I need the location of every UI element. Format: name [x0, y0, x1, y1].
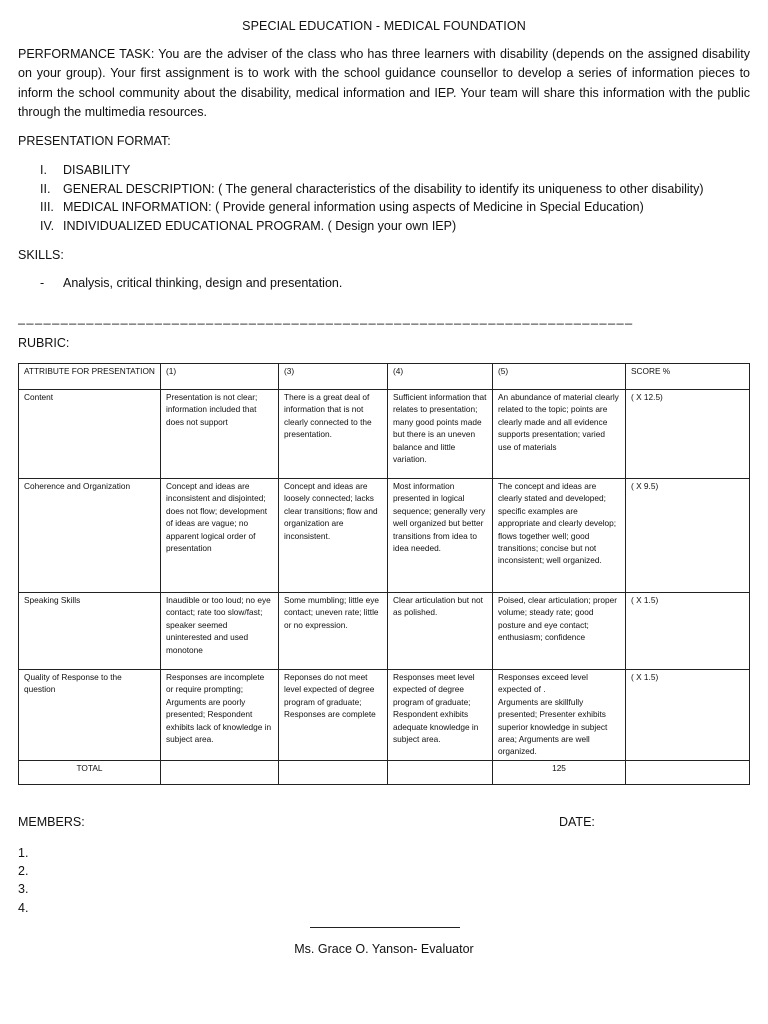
presentation-format-heading: PRESENTATION FORMAT:: [18, 134, 171, 148]
attribute-cell: Content: [19, 390, 161, 479]
header-cell: SCORE %: [626, 364, 750, 390]
separator-line: ________________________________________________________________________: [18, 311, 634, 325]
format-item-number: IV.: [40, 218, 55, 233]
format-item-text: DISABILITY: [63, 163, 131, 177]
format-item-number: II.: [40, 181, 51, 196]
criteria-cell: Inaudible or too loud; no eye contact; rate too slow/fast; speaker seemed uninterested and used monotone: [161, 593, 279, 670]
skills-bullet: [40, 276, 342, 290]
members-label: MEMBERS:: [18, 815, 85, 829]
skills-heading: SKILLS:: [18, 248, 64, 262]
header-cell: (3): [279, 364, 388, 390]
empty-cell: [161, 760, 279, 784]
header-cell: ATTRIBUTE FOR PRESENTATION: [19, 364, 161, 390]
empty-cell: [626, 760, 750, 784]
criteria-cell: Most information presented in logical sequence; generally very well organized but better transitions from idea to idea needed.: [388, 479, 493, 593]
presentation-format-list: [40, 161, 704, 235]
header-cell: (4): [388, 364, 493, 390]
rubric-table: [18, 363, 750, 785]
criteria-cell: Sufficient information that relates to presentation; many good points made but there is an uneven balance and little variation.: [388, 390, 493, 479]
attribute-cell: Speaking Skills: [19, 593, 161, 670]
empty-cell: [388, 760, 493, 784]
members-list: [18, 844, 28, 917]
format-item: [40, 217, 704, 236]
performance-task-paragraph: [18, 45, 750, 122]
format-item: [40, 198, 704, 217]
score-cell: ( X 12.5): [626, 390, 750, 479]
rubric-total-row: [19, 760, 750, 784]
criteria-cell: There is a great deal of information that is not clearly connected to the presentation.: [279, 390, 388, 479]
total-label: TOTAL: [19, 760, 161, 784]
rubric-row-content: [19, 390, 750, 479]
member-line: 3.: [18, 882, 29, 897]
date-label: DATE:: [559, 815, 595, 829]
signature-line: [310, 915, 460, 928]
member-line: 2.: [18, 864, 29, 879]
performance-task-label: PERFORMANCE TASK:: [18, 47, 155, 61]
format-item-text: GENERAL DESCRIPTION: ( The general characteristics of the disability to identify its uniqueness to other disability): [63, 181, 704, 196]
criteria-cell: An abundance of material clearly related to the topic; points are clearly made and all evidence supports presentation; varied use of materials: [493, 390, 626, 479]
format-item-number: III.: [40, 200, 54, 215]
criteria-cell: Some mumbling; little eye contact; uneven rate; little or no expression.: [279, 593, 388, 670]
attribute-cell: Coherence and Organization: [19, 479, 161, 593]
criteria-cell: Concept and ideas are loosely connected; lacks clear transitions; flow and organization are inconsistent.: [279, 479, 388, 593]
criteria-cell: Responses meet level expected of degree program of graduate; Respondent exhibits adequate knowledge in subject area.: [388, 670, 493, 761]
criteria-cell: Concept and ideas are inconsistent and disjointed; does not flow; development of ideas are vague; no apparent logical order of presentation: [161, 479, 279, 593]
format-item: [40, 161, 704, 180]
rubric-heading: RUBRIC:: [18, 336, 70, 350]
rubric-row-response: [19, 670, 750, 761]
rubric-row-speaking: [19, 593, 750, 670]
score-cell: ( X 1.5): [626, 593, 750, 670]
criteria-cell: Clear articulation but not as polished.: [388, 593, 493, 670]
criteria-cell: Poised, clear articulation; proper volume; steady rate; good posture and eye contact; enthusiasm; confidence: [493, 593, 626, 670]
rubric-row-coherence: [19, 479, 750, 593]
format-item-number: I.: [40, 163, 47, 177]
score-cell: ( X 1.5): [626, 670, 750, 761]
performance-task-text: You are the adviser of the class who has three learners with disability (depends on the assigned disability on your group). Your first assignment is to work with the school guidance counsellor to develop a series of information pieces to inform the school community about the disability, medical information and IEP. Your team will share this information with the public through the multimedia resources.: [18, 47, 751, 119]
member-line: 1.: [18, 846, 29, 860]
bullet-dash: -: [40, 276, 45, 290]
rubric-header-row: [19, 364, 750, 390]
criteria-cell: Responses are incomplete or require prompting; Arguments are poorly presented; Respondent exhibits lack of knowledge in subject area.: [161, 670, 279, 761]
document-title: SPECIAL EDUCATION - MEDICAL FOUNDATION: [242, 19, 526, 33]
score-cell: ( X 9.5): [626, 479, 750, 593]
member-line: 4.: [18, 900, 29, 915]
attribute-cell: Quality of Response to the question: [19, 670, 161, 761]
empty-cell: [279, 760, 388, 784]
total-value: 125: [493, 760, 626, 784]
header-cell: (5): [493, 364, 626, 390]
format-item: [40, 180, 704, 199]
format-item-text: INDIVIDUALIZED EDUCATIONAL PROGRAM. ( Design your own IEP): [63, 218, 457, 233]
format-item-text: MEDICAL INFORMATION: ( Provide general information using aspects of Medicine in Special Education): [63, 200, 644, 215]
criteria-cell: Presentation is not clear; information included that does not support: [161, 390, 279, 479]
header-cell: (1): [161, 364, 279, 390]
criteria-cell: Reponses do not meet level expected of degree program of graduate; Responses are complete: [279, 670, 388, 761]
skills-text: Analysis, critical thinking, design and presentation.: [63, 276, 343, 290]
evaluator-name: Ms. Grace O. Yanson- Evaluator: [294, 942, 474, 956]
criteria-cell: The concept and ideas are clearly stated and developed; specific examples are appropriate and clearly develop; flows together well; good transitions; concise but not inconsistent; well organized.: [493, 479, 626, 593]
criteria-cell: Responses exceed level expected of . Arguments are skillfully presented; Presenter exhibits superior knowledge in subject area; Arguments are well organized.: [493, 670, 626, 761]
